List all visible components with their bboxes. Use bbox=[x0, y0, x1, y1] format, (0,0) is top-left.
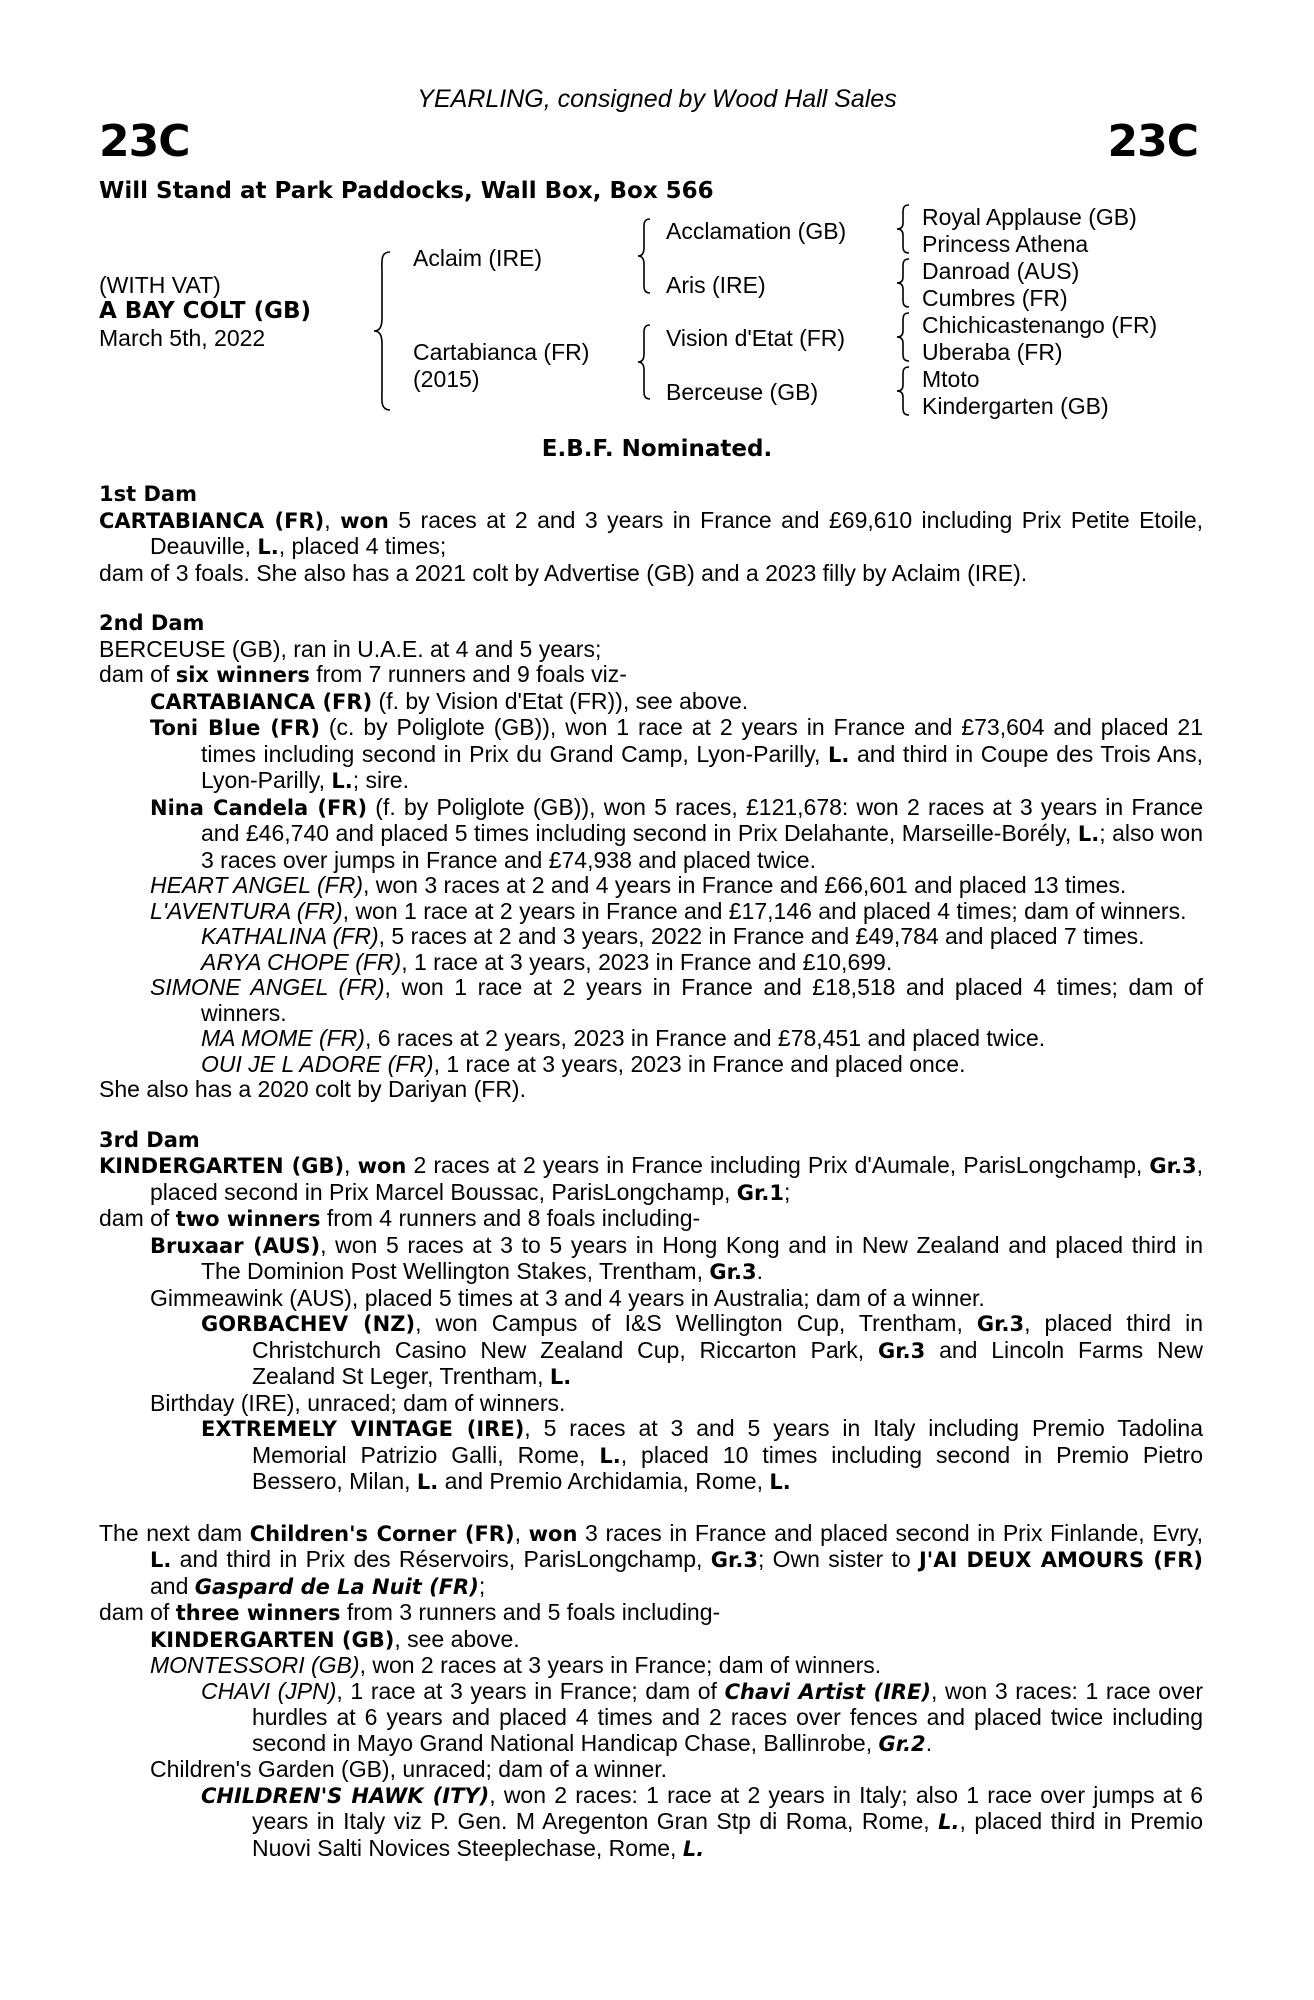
grand-progeny-entry: KATHALINA (FR), 5 races at 2 and 3 years, 2022 in France and £49,784 and placed 7 times. bbox=[201, 923, 1145, 949]
curly-brace-icon bbox=[636, 217, 654, 295]
horse-name: A BAY COLT (GB) bbox=[99, 298, 312, 324]
progeny-entry: Gimmeawink (AUS), placed 5 times at 3 and 4 years in Australia; dam of a winner. bbox=[150, 1284, 985, 1311]
curly-brace-icon bbox=[372, 250, 396, 412]
curly-brace-icon bbox=[895, 311, 913, 363]
progeny-entry: L'AVENTURA (FR), won 1 race at 2 years in France and £17,146 and placed 4 times; dam of winners. bbox=[150, 897, 1187, 924]
grandsire-7: Mtoto bbox=[922, 366, 980, 392]
curly-brace-icon bbox=[895, 365, 913, 417]
progeny-entry: HEART ANGEL (FR), won 3 races at 2 and 4 years in France and £66,601 and placed 13 times. bbox=[150, 872, 1127, 898]
progeny-entry: KINDERGARTEN (GB), see above. bbox=[150, 1625, 520, 1652]
sire: Aclaim (IRE) bbox=[413, 245, 543, 271]
grandsire-1: Royal Applause (GB) bbox=[922, 204, 1137, 230]
progeny-entry: Bruxaar (AUS), won 5 races at 3 to 5 years in Hong Kong and in New Zealand and placed third in The Dominion Post Wellington Stakes, Trentham, Gr.3. bbox=[150, 1231, 1203, 1284]
lot-number-left: 23C bbox=[99, 116, 190, 167]
dam: Cartabianca (FR) bbox=[413, 339, 590, 365]
third-dam-produce: dam of two winners from 4 runners and 8 foals including- bbox=[99, 1205, 701, 1231]
granddam-4: Cumbres (FR) bbox=[922, 285, 1068, 311]
next-dam-entry: The next dam Children's Corner (FR), won 3 races in France and placed second in Prix Finlande, Evry, L. and third in Prix des Réservoirs, ParisLongchamp, Gr.3; Own sister to J'AI DEUX AMOURS (FR) and Gaspard de La Nuit (FR); bbox=[99, 1519, 1204, 1599]
grand-progeny-entry: GORBACHEV (NZ), won Campus of I&S Wellington Cup, Trentham, Gr.3, placed third in Christchurch Casino New Zealand Cup, Riccarton Park, Gr.3 and Lincoln Farms New Zealand St Leger, Trentham, L. bbox=[201, 1310, 1203, 1389]
stand-location: Will Stand at Park Paddocks, Wall Box, Box 566 bbox=[99, 178, 714, 204]
dam-foals: dam of 3 foals. She also has a 2021 colt by Advertise (GB) and a 2023 filly by Aclaim (IRE). bbox=[99, 559, 1028, 586]
foaling-date: March 5th, 2022 bbox=[99, 325, 266, 351]
grand-progeny-entry: CHILDREN'S HAWK (ITY), won 2 races: 1 race at 2 years in Italy; also 1 race over jumps at 6 years in Italy viz P. Gen. M Aregenton Gran Stp di Roma, Rome, L., placed third in Premio Nuovi Salti Novices Steeplechase, Rome, L. bbox=[201, 1781, 1203, 1861]
progeny-entry: Children's Garden (GB), unraced; dam of a winner. bbox=[150, 1756, 668, 1782]
dam-dam: Berceuse (GB) bbox=[666, 379, 819, 405]
granddam-8: Kindergarten (GB) bbox=[922, 393, 1109, 419]
second-dam-note: She also has a 2020 colt by Dariyan (FR). bbox=[99, 1076, 526, 1102]
progeny-entry: Toni Blue (FR) (c. by Poliglote (GB)), won 1 race at 2 years in France and £73,604 and placed 21 times including second in Prix du Grand Camp, Lyon-Parilly, L. and third in Coupe des Trois Ans, Lyon-Parilly, L.; sire. bbox=[150, 714, 1203, 793]
progeny-entry: MONTESSORI (GB), won 2 races at 3 years in France; dam of winners. bbox=[150, 1652, 882, 1678]
third-dam-entry: KINDERGARTEN (GB), won 2 races at 2 years in France including Prix d'Aumale, ParisLongchamp, Gr.3, placed second in Prix Marcel Boussac, ParisLongchamp, Gr.1; bbox=[99, 1152, 1203, 1205]
second-dam-entry: BERCEUSE (GB), ran in U.A.E. at 4 and 5 years; bbox=[99, 635, 602, 662]
consignment-line: YEARLING, consigned by Wood Hall Sales bbox=[417, 85, 897, 113]
vat-label: (WITH VAT) bbox=[99, 272, 221, 298]
curly-brace-icon bbox=[895, 203, 913, 255]
catalogue-body bbox=[99, 482, 1203, 1862]
sire-sire: Acclamation (GB) bbox=[666, 218, 847, 244]
progeny-entry: CARTABIANCA (FR) (f. by Vision d'Etat (FR)), see above. bbox=[150, 687, 749, 714]
dam-sire: Vision d'Etat (FR) bbox=[666, 325, 846, 351]
second-dam-produce: dam of six winners from 7 runners and 9 foals viz- bbox=[99, 661, 627, 687]
progeny-entry: SIMONE ANGEL (FR), won 1 race at 2 years in France and £18,518 and placed 4 times; dam of winners. bbox=[150, 974, 1203, 1026]
grand-progeny-entry: EXTREMELY VINTAGE (IRE), 5 races at 3 and 5 years in Italy including Premio Tadolina Memorial Patrizio Galli, Rome, L., placed 10 times including second in Premio Pietro Bessero, Milan, L. and Premio Archidamia, Rome, L. bbox=[201, 1415, 1203, 1494]
grandsire-3: Danroad (AUS) bbox=[922, 258, 1080, 284]
second-dam-heading: 2nd Dam bbox=[99, 611, 205, 635]
grand-progeny-entry: OUI JE L ADORE (FR), 1 race at 3 years, 2023 in France and placed once. bbox=[201, 1050, 966, 1077]
curly-brace-icon bbox=[895, 257, 913, 309]
grandsire-5: Chichicastenango (FR) bbox=[922, 312, 1158, 338]
dam-year: (2015) bbox=[413, 366, 480, 392]
first-dam-heading: 1st Dam bbox=[99, 482, 197, 506]
progeny-entry: Nina Candela (FR) (f. by Poliglote (GB)), won 5 races, £121,678: won 2 races at 3 years in France and £46,740 and placed 5 times including second in Prix Delahante, Marseille-Borély, L.; also won 3 races over jumps in France and £74,938 and placed twice. bbox=[150, 793, 1204, 873]
granddam-6: Uberaba (FR) bbox=[922, 339, 1063, 365]
grand-progeny-entry: CHAVI (JPN), 1 race at 3 years in France; dam of Chavi Artist (IRE), won 3 races: 1 race over hurdles at 6 years and placed 4 times and 2 races over fences and placed twice including second in Mayo Grand National Handicap Chase, Ballinrobe, Gr.2. bbox=[201, 1677, 1204, 1756]
lot-number-right: 23C bbox=[1107, 116, 1198, 167]
curly-brace-icon bbox=[636, 323, 654, 401]
third-dam-heading: 3rd Dam bbox=[99, 1127, 200, 1152]
ebf-nominated: E.B.F. Nominated. bbox=[541, 436, 773, 462]
progeny-entry: Birthday (IRE), unraced; dam of winners. bbox=[150, 1389, 566, 1416]
sire-dam: Aris (IRE) bbox=[666, 272, 766, 298]
granddam-2: Princess Athena bbox=[922, 231, 1089, 257]
next-dam-produce: dam of three winners from 3 runners and 5 foals including- bbox=[99, 1599, 721, 1625]
grand-progeny-entry: ARYA CHOPE (FR), 1 race at 3 years, 2023 in France and £10,699. bbox=[201, 948, 893, 975]
dam-entry: CARTABIANCA (FR), won 5 races at 2 and 3 years in France and £69,610 including Prix Petite Etoile, Deauville, L., placed 4 times; bbox=[99, 506, 1204, 559]
grand-progeny-entry: MA MOME (FR), 6 races at 2 years, 2023 in France and £78,451 and placed twice. bbox=[201, 1025, 1046, 1051]
